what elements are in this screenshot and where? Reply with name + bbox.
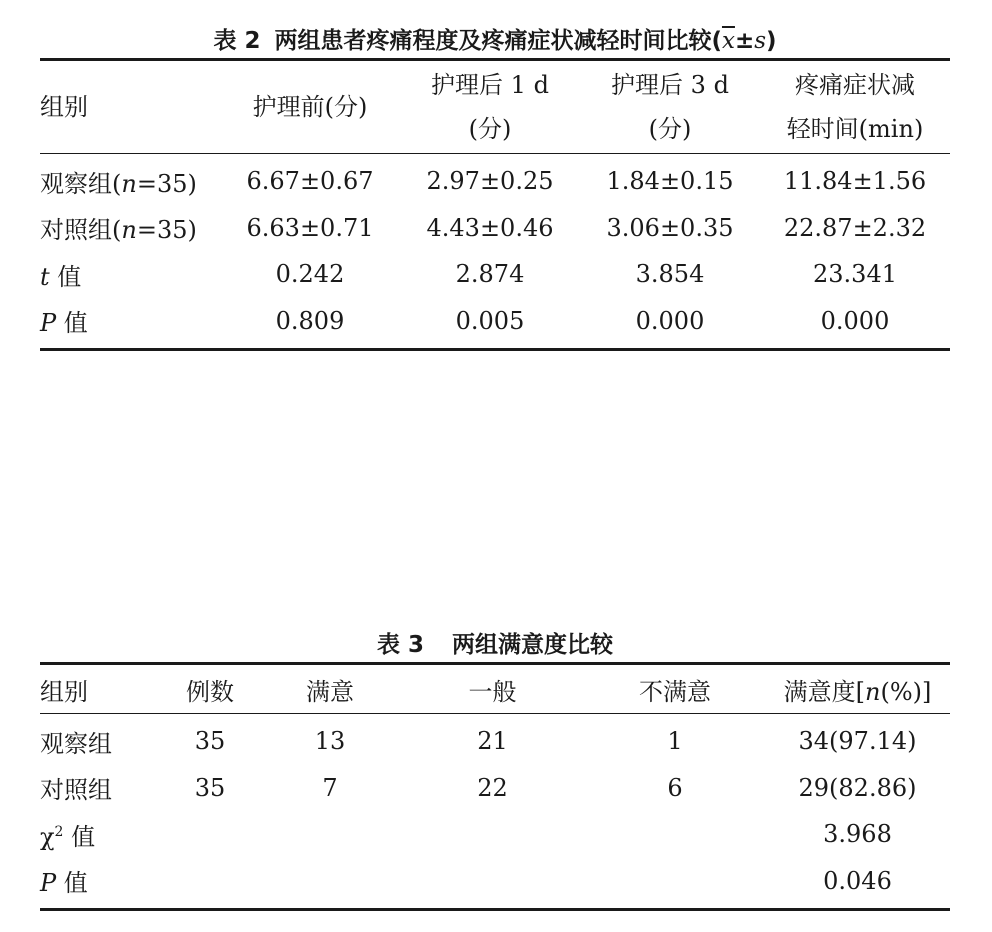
cell-after-3d: 1.84±0.15 [606,167,734,196]
cell-satisfied: 7 [322,773,338,802]
cell-before: 0.242 [275,260,345,289]
cell-relief-time: 22.87±2.32 [783,213,927,242]
table-row [40,251,950,298]
table-2-caption [40,24,950,58]
table-row [40,205,950,252]
row-label: 观察组(n=35) [40,169,197,198]
cell-general: 21 [477,727,508,756]
header-satisfaction-rate: 满意度[n(%)] [783,677,932,706]
table-3-header-row [40,664,950,714]
table-2-grid [40,58,950,351]
cell-after-1d: 2.874 [455,260,525,289]
header-unsatisfied: 不满意 [639,677,711,706]
header-after-3d: 护理后 3 d (分) [611,71,729,143]
header-satisfied: 满意 [306,677,354,706]
cell-unsatisfied [585,858,765,910]
row-label: 对照组(n=35) [40,216,197,245]
table-row [40,714,950,765]
cell-satisfaction-rate: 3.968 [823,820,892,849]
cell-satisfied [260,811,400,858]
table-3-grid [40,662,950,911]
cell-before: 6.63±0.71 [246,213,374,242]
cell-after-3d: 3.854 [635,260,705,289]
cell-cases: 35 [194,773,226,802]
table-3 [40,628,950,911]
cell-unsatisfied: 6 [667,773,683,802]
cell-general [400,858,585,910]
table-row [40,858,950,910]
cell-after-1d: 4.43±0.46 [426,213,554,242]
cell-general [400,811,585,858]
row-label: 观察组 [40,729,112,758]
header-before: 护理前(分) [252,93,368,121]
table-2-caption-text: 两组患者疼痛程度及疼痛症状减轻时间比较 [274,28,712,54]
table-3-caption-label: 表 3 [376,632,424,658]
header-relief-time: 疼痛症状减 轻时间(min) [786,71,924,143]
table-3-caption [40,628,950,662]
cell-relief-time: 0.000 [820,306,890,335]
header-group: 组别 [40,677,88,706]
cell-before: 6.67±0.67 [246,167,374,196]
cell-after-1d: 2.97±0.25 [426,167,554,196]
row-label: t 值 [40,262,82,291]
table-2-caption-label: 表 2 [213,28,261,54]
cell-satisfaction-rate: 0.046 [823,866,892,895]
cell-after-1d: 0.005 [455,306,525,335]
cell-satisfaction-rate: 29(82.86) [798,773,917,802]
cell-satisfied [260,858,400,910]
table-row [40,298,950,350]
header-group: 组别 [40,93,88,121]
cell-satisfied: 13 [314,727,346,756]
cell-after-3d: 0.000 [635,306,705,335]
cell-cases: 35 [194,727,226,756]
table-2-caption-stat: $(\overline{x}\pm s)$ [711,28,777,54]
table-2-header-row [40,60,950,154]
row-label: $\chi^2$ 值 [40,822,96,851]
table-row [40,154,950,205]
header-after-1d: 护理后 1 d (分) [431,71,549,143]
cell-general: 22 [477,773,508,802]
row-label: P 值 [40,309,88,338]
cell-relief-time: 23.341 [813,260,897,289]
cell-after-3d: 3.06±0.35 [606,213,734,242]
cell-satisfaction-rate: 34(97.14) [798,727,917,756]
header-general: 一般 [468,677,517,706]
table-2 [40,24,950,351]
cell-unsatisfied [585,811,765,858]
cell-before: 0.809 [275,306,345,335]
cell-unsatisfied: 1 [667,727,683,756]
table-row [40,765,950,812]
cell-relief-time: 11.84±1.56 [783,167,927,196]
row-label: 对照组 [40,776,112,805]
row-label: P 值 [40,869,88,898]
cell-cases [160,811,260,858]
header-cases: 例数 [186,677,234,706]
table-row [40,811,950,858]
cell-cases [160,858,260,910]
table-3-caption-text: 两组满意度比较 [452,632,613,658]
